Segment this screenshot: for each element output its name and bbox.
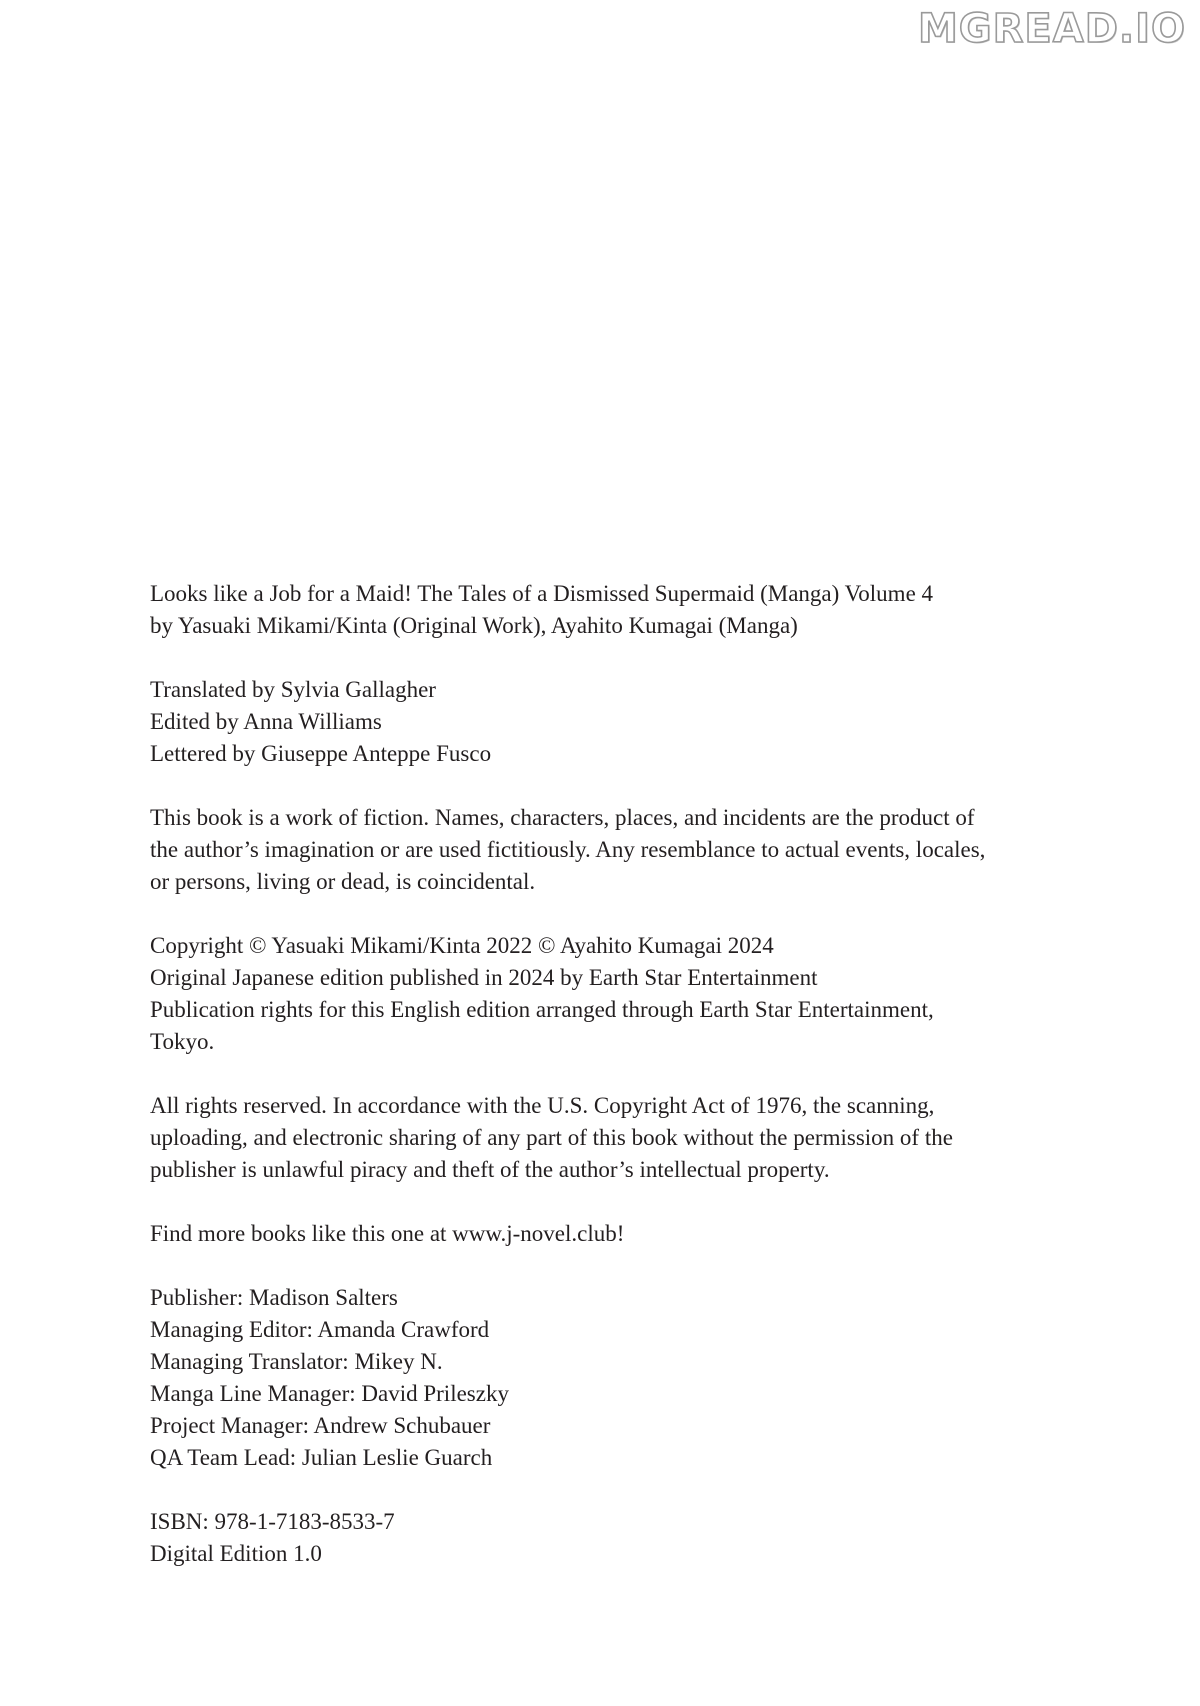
copyright-line: Publication rights for this English edition arranged through Earth Star Entertainment, [150, 997, 934, 1022]
book-title: Looks like a Job for a Maid! The Tales of a Dismissed Supermaid (Manga) Volume 4 [150, 581, 934, 606]
fiction-notice-line: This book is a work of fiction. Names, characters, places, and incidents are the product of [150, 805, 975, 830]
translator-credit: Translated by Sylvia Gallagher [150, 677, 436, 702]
copyright-line: Copyright © Yasuaki Mikami/Kinta 2022 © Ayahito Kumagai 2024 [150, 933, 774, 958]
find-more-text: Find more books like this one at www.j-novel.club! [150, 1221, 625, 1246]
qa-team-lead-credit: QA Team Lead: Julian Leslie Guarch [150, 1445, 493, 1470]
project-manager-credit: Project Manager: Andrew Schubauer [150, 1413, 491, 1438]
rights-block [150, 1090, 1110, 1186]
editor-credit: Edited by Anna Williams [150, 709, 382, 734]
letterer-credit: Lettered by Giuseppe Anteppe Fusco [150, 741, 492, 766]
copyright-page [150, 578, 1110, 1570]
managing-translator-credit: Managing Translator: Mikey N. [150, 1349, 443, 1374]
copyright-line: Tokyo. [150, 1029, 215, 1054]
watermark-logo: MGREAD.IO [917, 6, 1186, 52]
fiction-notice-line: the author’s imagination or are used fictitiously. Any resemblance to actual events, locales, [150, 837, 986, 862]
isbn: ISBN: 978-1-7183-8533-7 [150, 1509, 395, 1534]
publisher-credit: Publisher: Madison Salters [150, 1285, 398, 1310]
find-more-block [150, 1218, 1110, 1250]
fiction-notice [150, 802, 1110, 898]
rights-line: uploading, and electronic sharing of any part of this book without the permission of the [150, 1125, 953, 1150]
copyright-line: Original Japanese edition published in 2024 by Earth Star Entertainment [150, 965, 818, 990]
rights-line: All rights reserved. In accordance with the U.S. Copyright Act of 1976, the scanning, [150, 1093, 935, 1118]
copyright-block [150, 930, 1110, 1058]
book-authors: by Yasuaki Mikami/Kinta (Original Work), Ayahito Kumagai (Manga) [150, 613, 798, 638]
staff-block [150, 1282, 1110, 1474]
fiction-notice-line: or persons, living or dead, is coincidental. [150, 869, 536, 894]
manga-line-manager-credit: Manga Line Manager: David Prileszky [150, 1381, 509, 1406]
edition-block [150, 1506, 1110, 1570]
title-block [150, 578, 1110, 642]
digital-edition: Digital Edition 1.0 [150, 1541, 322, 1566]
rights-line: publisher is unlawful piracy and theft of the author’s intellectual property. [150, 1157, 830, 1182]
credits-block [150, 674, 1110, 770]
managing-editor-credit: Managing Editor: Amanda Crawford [150, 1317, 490, 1342]
